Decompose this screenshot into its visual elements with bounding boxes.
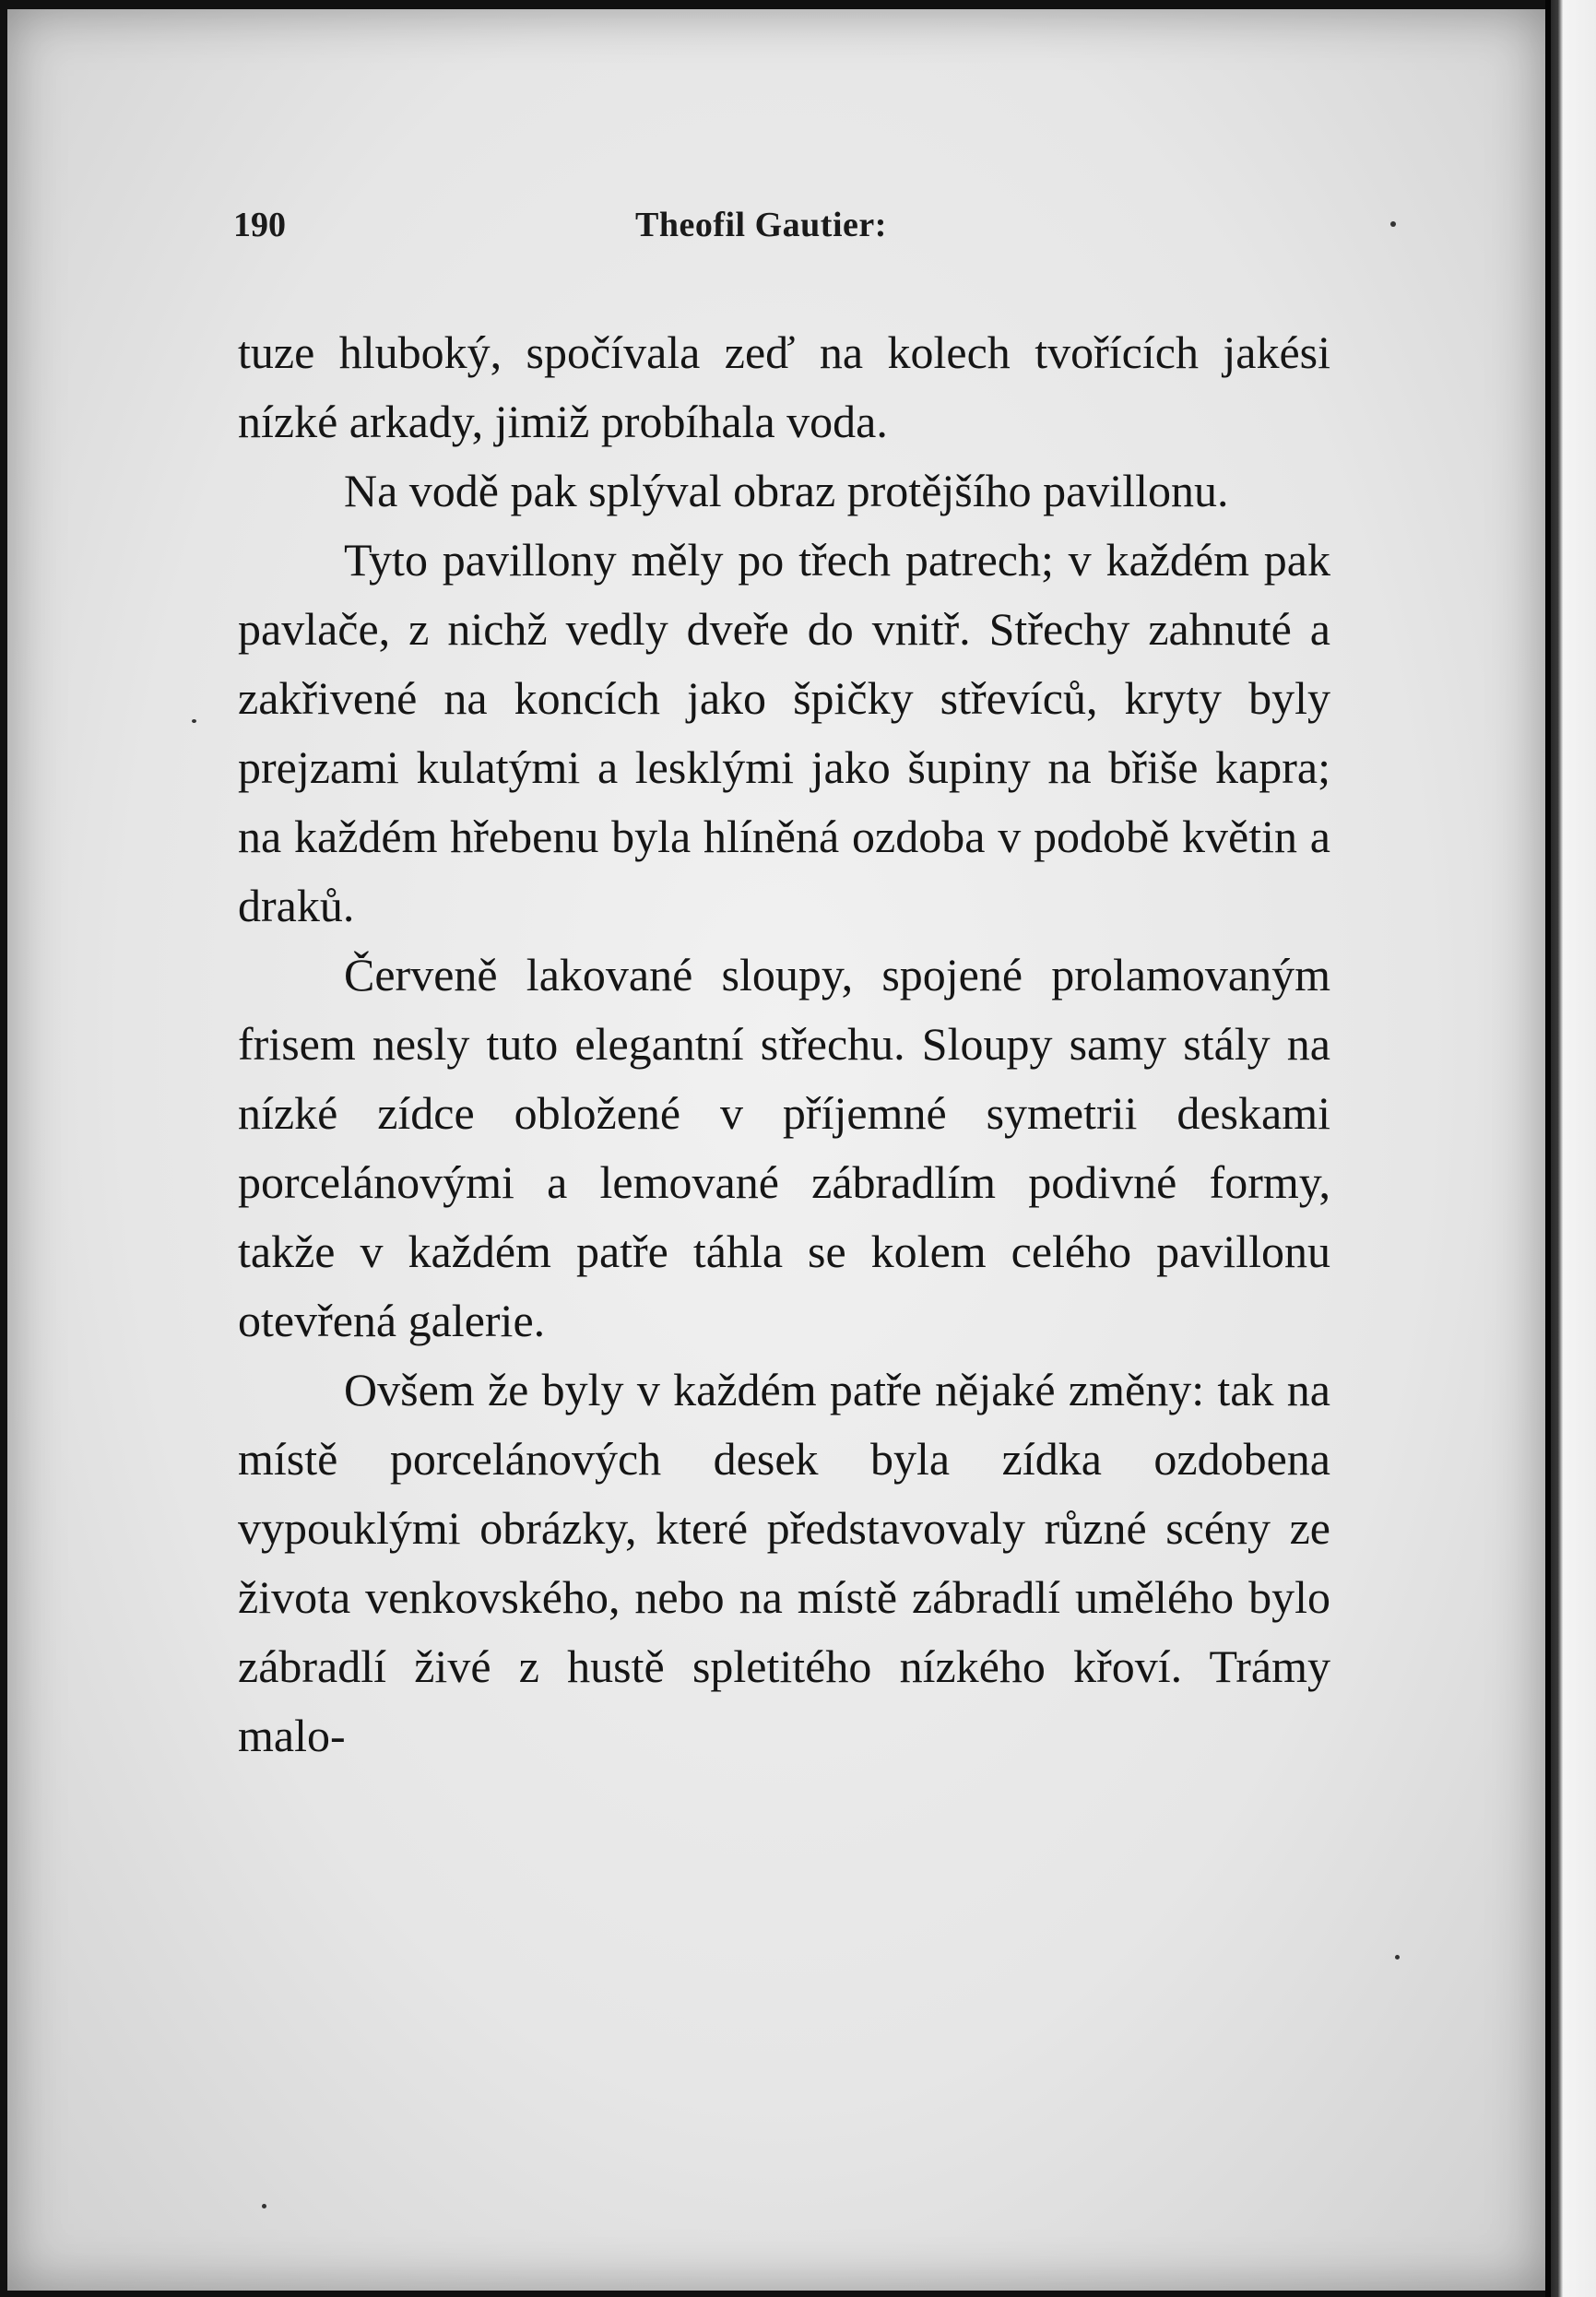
paragraph: Tyto pavillony měly po třech patrech; v každém pak pavlače, z nichž vedly dveře do vnitř. Střechy zahnuté a zakřivené na koncích jako špičky střevíců, kryty byly prejzami kulatými a lesklými jako šupiny na břiše kapra; na každém hřebenu byla hlíněná ozdoba v podobě květin a draků. [238,534,1330,931]
running-header [233,205,1340,251]
ink-speck [1390,221,1396,227]
ink-speck [262,2204,266,2208]
page-number: 190 [233,206,286,244]
ink-speck [1395,1955,1400,1960]
body-text [238,318,1330,1770]
paragraph: tuze hluboký, spočívala zeď na kolech tvořících jakési nízké arkady, jimiž probíhala voda. [238,326,1330,447]
running-title: Theofil Gautier: [635,206,887,244]
book-spine-edge [1545,0,1596,2297]
page-edge-shadow [1545,0,1551,2297]
paragraph: Na vodě pak splýval obraz protějšího pavillonu. [344,465,1229,516]
ink-speck [192,719,196,723]
paragraph: Červeně lakované sloupy, spojené prolamovaným frisem nesly tuto elegantní střechu. Sloupy samy stály na nízké zídce obložené v příjemné symetrii deskami porcelánovými a lemované zábradlím podivné formy, takže v každém patře táhla se kolem celého pavillonu otevřená galerie. [238,949,1330,1346]
paragraph: Ovšem že byly v každém patře nějaké změny: tak na místě porcelánových desek byla zídka ozdobena vypouklými obrázky, které představovaly různé scény ze života venkovského, nebo na místě zábradlí umělého bylo zábradlí živé z hustě spletitého nízkého křoví. Trámy malo- [238,1364,1330,1761]
